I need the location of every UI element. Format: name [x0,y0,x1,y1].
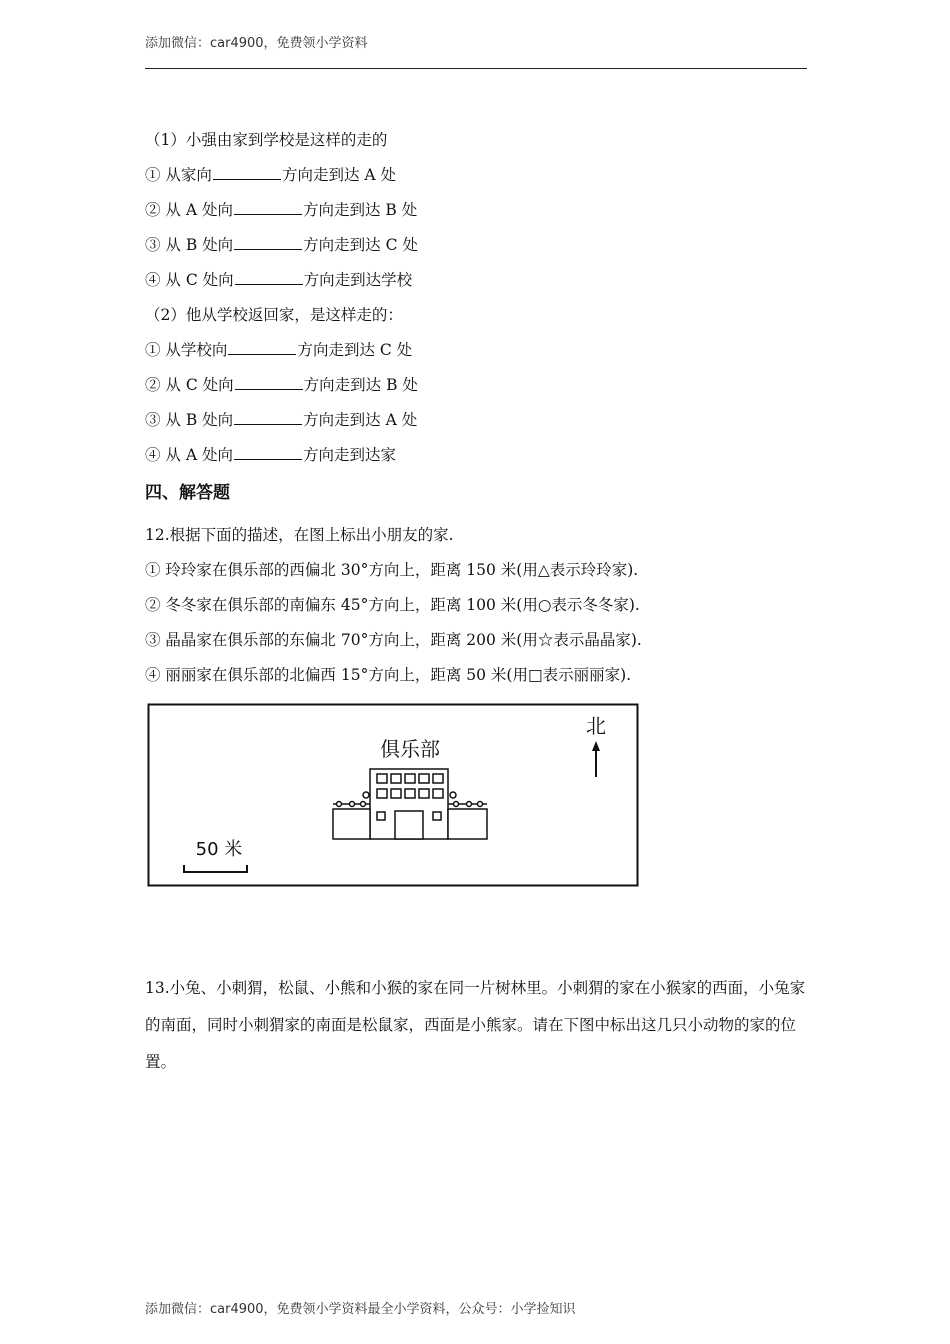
step-prefix: ④ 从 C 处向 [145,271,234,289]
page-header: 添加微信：car4900，免费领小学资料 [145,36,368,51]
q12-item-2: ② 冬冬家在俱乐部的南偏东 45°方向上，距离 100 米(用○表示冬冬家). [145,596,640,614]
part1-step-1 [145,163,396,185]
q13-text: 13.小兔、小刺猬，松鼠、小熊和小猴的家在同一片树林里。小刺猬的家在小猴家的西面，小兔家的南面，同时小刺猬家的南面是松鼠家，西面是小熊家。请在下图中标出这几只小动物的家的位置。 [145,979,806,1071]
part1-step-2 [145,198,417,220]
step-suffix: 方向走到达 C 处 [303,236,418,254]
part2-step-1 [145,338,412,360]
answer-blank[interactable] [235,375,303,390]
q12-item-1: ① 玲玲家在俱乐部的西偏北 30°方向上，距离 150 米(用△表示玲玲家). [145,561,639,579]
page-footer: 添加微信：car4900，免费领小学资料最全小学资料，公众号：小学捡知识 [145,1302,576,1317]
step-prefix: ② 从 C 处向 [145,376,234,394]
step-prefix: ③ 从 B 处向 [145,236,234,254]
step-prefix: ② 从 A 处向 [145,201,233,219]
part1-step-3 [145,233,418,255]
part2-title: （2）他从学校返回家，是这样走的： [145,306,403,324]
step-prefix: ③ 从 B 处向 [145,411,234,429]
answer-blank[interactable] [235,270,303,285]
step-suffix: 方向走到达学校 [303,271,413,289]
answer-blank[interactable] [234,200,302,215]
answer-blank[interactable] [234,410,302,425]
part2-step-3 [145,408,417,430]
section-title: 四、解答题 [145,483,230,503]
answer-blank[interactable] [234,235,302,250]
answer-blank[interactable] [213,165,281,180]
step-prefix: ④ 从 A 处向 [145,446,233,464]
north-label: 北 [586,714,606,738]
part2-step-2 [145,373,418,395]
club-map-figure [147,703,639,887]
step-suffix: 方向走到达家 [302,446,396,464]
part1-step-4 [145,268,412,290]
q12-stem: 12.根据下面的描述，在图上标出小朋友的家. [145,526,454,544]
part2-step-4 [145,443,396,465]
step-prefix: ① 从家向 [145,166,212,184]
step-suffix: 方向走到达 A 处 [303,411,418,429]
step-suffix: 方向走到达 C 处 [297,341,413,359]
club-label: 俱乐部 [380,737,440,761]
header-divider [145,68,807,69]
step-suffix: 方向走到达 B 处 [302,201,418,219]
step-prefix: ① 从学校向 [145,341,228,359]
q12-item-4: ④ 丽丽家在俱乐部的北偏西 15°方向上，距离 50 米(用□表示丽丽家). [145,666,632,684]
answer-blank[interactable] [228,340,296,355]
step-suffix: 方向走到达 A 处 [281,166,396,184]
scale-label: 50 米 [195,839,243,860]
part1-title: （1）小强由家到学校是这样的走的 [145,131,388,149]
answer-blank[interactable] [234,445,302,460]
step-suffix: 方向走到达 B 处 [303,376,418,394]
q12-item-3: ③ 晶晶家在俱乐部的东偏北 70°方向上，距离 200 米(用☆表示晶晶家). [145,631,642,649]
